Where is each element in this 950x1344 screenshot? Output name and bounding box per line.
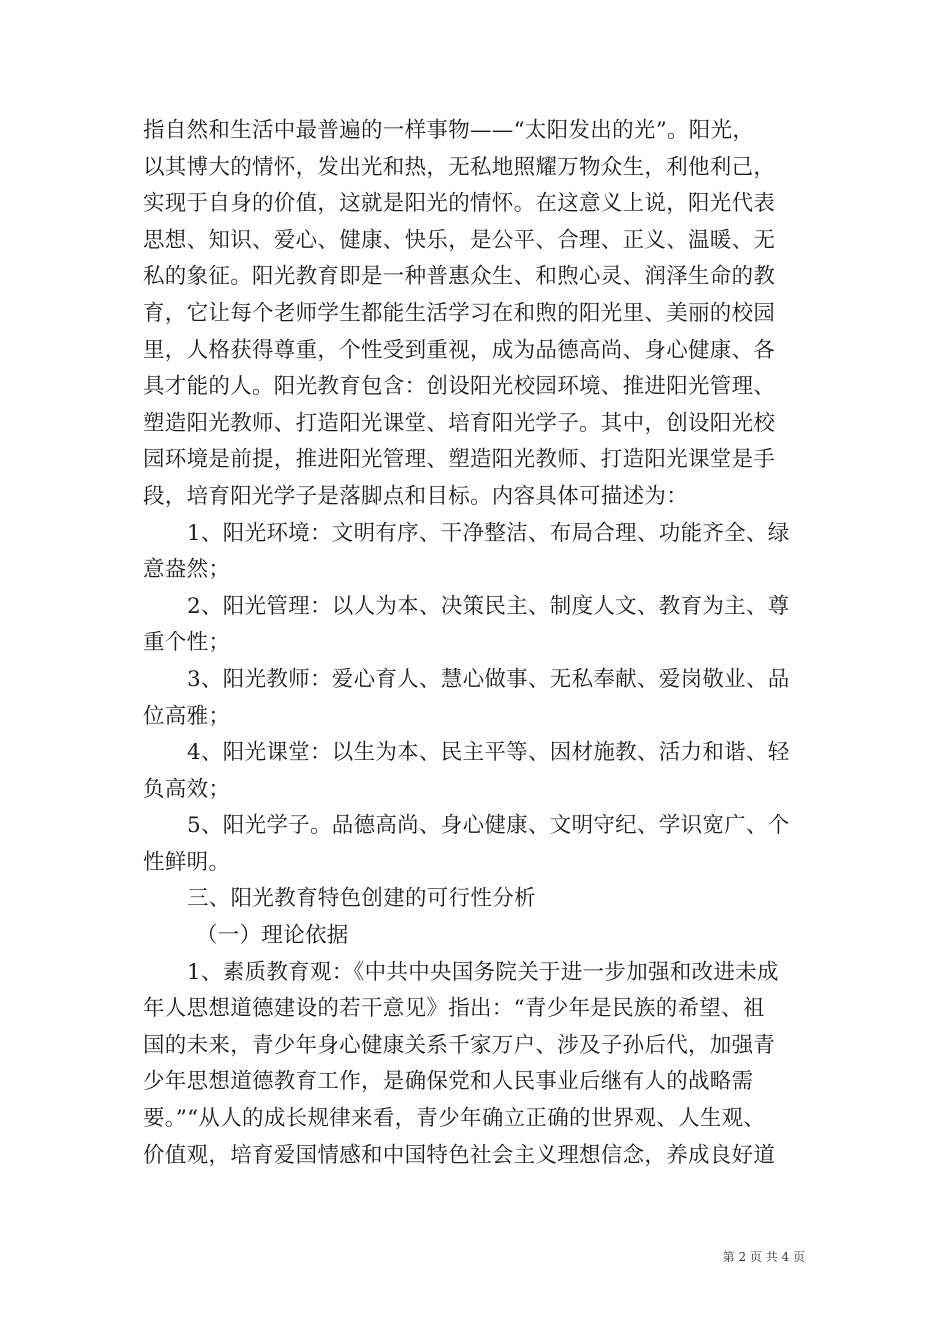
subsection-heading: （一）理论依据 [196,923,349,949]
text-line: 负高效； [143,776,231,802]
text-line: 1、素质教育观：《中共中央国务院关于进一步加强和改进未成 [187,959,779,985]
section-heading: 三、阳光教育特色创建的可行性分析 [187,886,536,912]
text-line: 要。”“从人的成长规律来看，青少年确立正确的世界观、人生观、 [143,1106,766,1132]
text-line: 实现于自身的价值，这就是阳光的情怀。在这意义上说，阳光代表 [143,191,776,217]
text-line: 段，培育阳光学子是落脚点和目标。内容具体可描述为： [143,483,689,509]
text-line: 园环境是前提，推进阳光管理、塑造阳光教师、打造阳光课堂是手 [143,447,776,473]
text-line: 以其博大的情怀，发出光和热，无私地照耀万物众生，利他利己， [143,154,776,180]
text-line: 价值观，培育爱国情感和中国特色社会主义理想信念，养成良好道 [143,1142,776,1168]
text-line: 塑造阳光教师、打造阳光课堂、培育阳光学子。其中，创设阳光校 [143,410,776,436]
text-line: 国的未来，青少年身心健康关系千家万户、涉及子孙后代，加强青 [143,1032,776,1058]
list-item-line: 2、阳光管理：以人为本、决策民主、制度人文、教育为主、尊 [187,593,790,619]
text-line: 私的象征。阳光教育即是一种普惠众生、和煦心灵、润泽生命的教 [143,264,776,290]
text-line: 重个性； [143,630,231,656]
text-line: 位高雅； [143,703,231,729]
body-text [143,113,813,1174]
list-item-line: 3、阳光教师：爱心育人、慧心做事、无私奉献、爱岗敬业、品 [187,666,790,692]
text-line: 少年思想道德教育工作，是确保党和人民事业后继有人的战略需 [143,1069,754,1095]
page-number: 第 2 页 共 4 页 [722,1250,805,1264]
text-line: 意盎然； [143,557,231,583]
text-line: 育，它让每个老师学生都能生活学习在和煦的阳光里、美丽的校园 [143,300,776,326]
list-item-line: 1、阳光环境：文明有序、干净整洁、布局合理、功能齐全、绿 [187,520,790,546]
text-line: 思想、知识、爱心、健康、快乐，是公平、合理、正义、温暖、无 [143,227,776,253]
text-line: 指自然和生活中最普遍的一样事物——“太阳发出的光”。阳光， [143,118,755,143]
text-line: 年人思想道德建设的若干意见》指出：“青少年是民族的希望、祖 [143,996,765,1022]
text-line: 里，人格获得尊重，个性受到重视，成为品德高尚、身心健康、各 [143,337,776,363]
text-line: 性鲜明。 [143,849,231,875]
list-item-line: 4、阳光课堂：以生为本、民主平等、因材施教、活力和谐、轻 [187,740,790,766]
list-item-line: 5、阳光学子。品德高尚、身心健康、文明守纪、学识宽广、个 [187,813,790,839]
text-line: 具才能的人。阳光教育包含：创设阳光校园环境、推进阳光管理、 [143,374,776,400]
